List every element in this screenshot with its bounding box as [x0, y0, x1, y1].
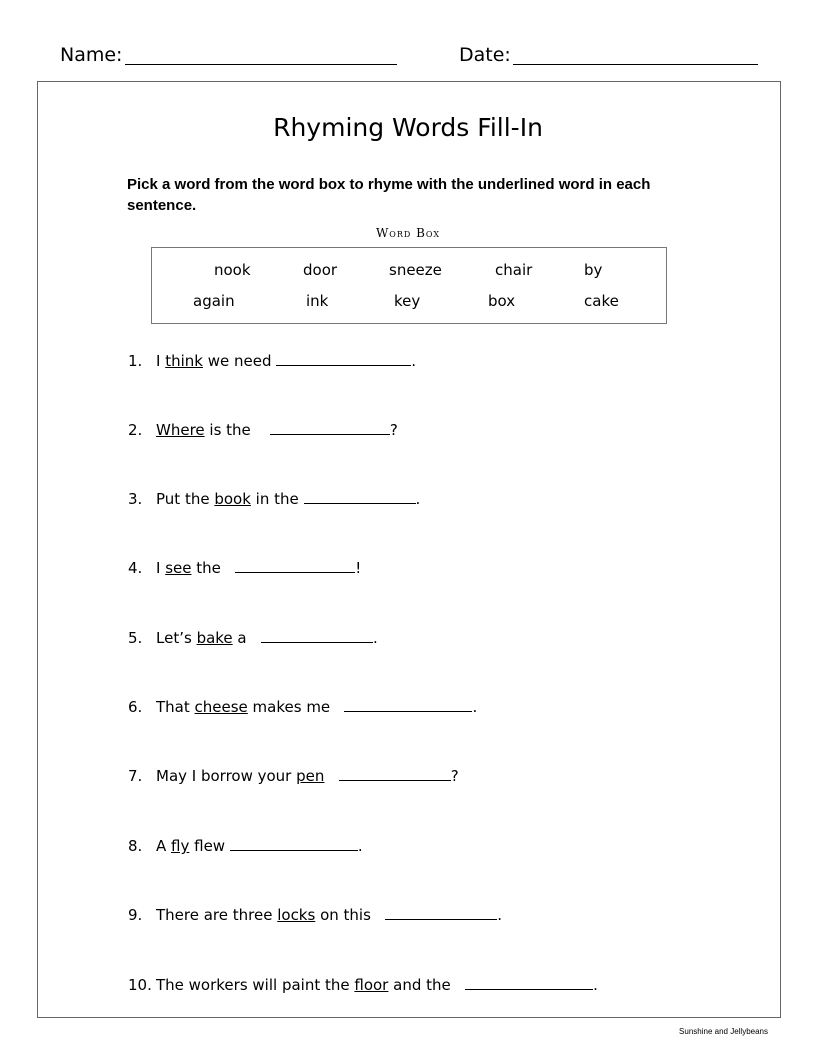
word-box-word: chair	[495, 261, 533, 279]
answer-blank[interactable]	[304, 489, 416, 504]
rhyme-word: think	[165, 352, 203, 370]
answer-blank[interactable]	[270, 420, 390, 435]
question-2: 2. Where is the ?	[128, 421, 398, 439]
word-box-label: Word Box	[375, 226, 441, 240]
rhyme-word: fly	[171, 837, 190, 855]
question-10: 10. The workers will paint the floor and the .	[128, 976, 598, 994]
word-box-word: nook	[214, 261, 251, 279]
word-box-word: again	[193, 292, 235, 310]
question-7: 7. May I borrow your pen ?	[128, 767, 459, 785]
worksheet-title: Rhyming Words Fill-In	[273, 113, 543, 142]
rhyme-word: see	[165, 559, 192, 577]
word-box-word: box	[488, 292, 516, 310]
name-label: Name:	[60, 44, 123, 66]
rhyme-word: locks	[277, 906, 316, 924]
answer-blank[interactable]	[276, 351, 411, 366]
name-field[interactable]	[125, 64, 397, 65]
answer-blank[interactable]	[385, 905, 497, 920]
question-1: 1. I think we need .	[128, 352, 417, 370]
word-box-word: ink	[306, 292, 329, 310]
question-6: 6. That cheese makes me .	[128, 698, 478, 716]
date-field[interactable]	[513, 64, 758, 65]
worksheet-frame	[37, 81, 781, 1018]
rhyme-word: pen	[296, 767, 325, 785]
date-label: Date:	[459, 44, 511, 66]
answer-blank[interactable]	[235, 558, 355, 573]
word-box	[151, 247, 667, 324]
answer-blank[interactable]	[339, 766, 451, 781]
rhyme-word: cheese	[194, 698, 248, 716]
rhyme-word: book	[214, 490, 251, 508]
word-box-word: sneeze	[389, 261, 442, 279]
instructions: Pick a word from the word box to rhyme with the underlined word in each sentence.	[127, 176, 651, 214]
question-4: 4. I see the !	[128, 559, 362, 577]
answer-blank[interactable]	[344, 697, 472, 712]
word-box-word: cake	[584, 292, 619, 310]
rhyme-word: Where	[156, 421, 205, 439]
word-box-word: key	[394, 292, 421, 310]
answer-blank[interactable]	[230, 836, 358, 851]
footer-credit: Sunshine and Jellybeans	[679, 1027, 768, 1036]
rhyme-word: bake	[196, 629, 233, 647]
question-8: 8. A fly flew .	[128, 837, 363, 855]
word-box-word: door	[303, 261, 338, 279]
word-box-word: by	[584, 261, 603, 279]
question-9: 9. There are three locks on this .	[128, 906, 502, 924]
question-3: 3. Put the book in the .	[128, 490, 421, 508]
rhyme-word: floor	[354, 976, 389, 994]
question-5: 5. Let’s bake a .	[128, 629, 378, 647]
answer-blank[interactable]	[261, 628, 373, 643]
answer-blank[interactable]	[465, 975, 593, 990]
